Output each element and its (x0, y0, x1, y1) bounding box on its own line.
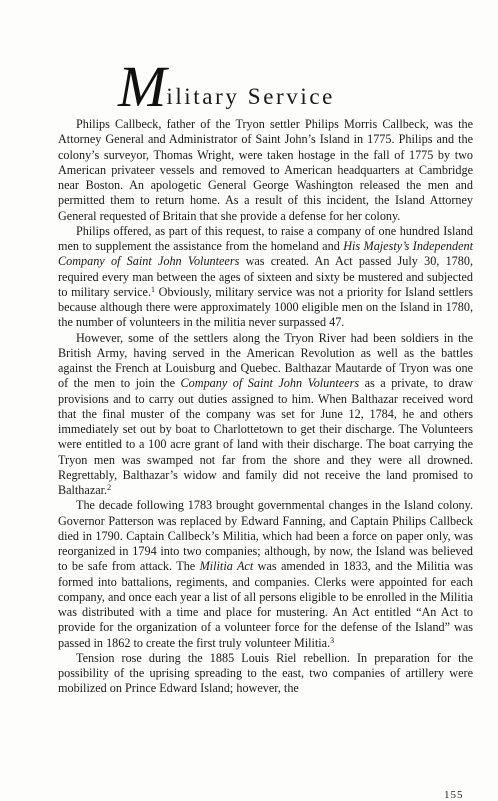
text-run: Philips offered, as part of this request, to raise a company of one hundred Island men to supplement the assistance from the homeland and (58, 223, 473, 253)
chapter-title (118, 54, 335, 119)
text-run: Obviously, military service was not a priority for Island settlers because although there were approximately 1000 eligible men on the Island in 1780, the number of volunteers in the militia never surpassed 47. (58, 284, 473, 330)
title-text: ilitary Service (166, 84, 335, 109)
footnote-marker: 1 (151, 284, 155, 294)
paragraph-5 (58, 651, 473, 697)
text-run: Tension rose during the 1885 Louis Riel rebellion. In preparation for the possibility of the uprising spreading to the east, two companies of artillery were mobilized on Prince Edward Island; however, the (58, 650, 473, 696)
text-run: as a private, to draw provisions and to carry out duties assigned to him. When Balthazar received word that the final muster of the company was set for June 12, 1784, he and others immediately set out by boat to Charlottetown to get their discharge. The Volunteers were entitled to a 100 acre grant of land with their discharge. The boat carrying the Tryon men was swamped not far from the shore and they were all drowned. Regrettably, Balthazar’s widow and family did not receive the land promised to Balthazar. (58, 376, 474, 497)
text-run: was amended in 1833, and the Militia was formed into battalions, regiments, and companies. Clerks were appointed for each company, and once each year a list of all persons eligible to be enrolled in the Militia was distributed with a time and place for mustering. An Act entitled “An Act to provide for the organization of a volunteer force for the defense of the Island” was passed in 1862 to create the first truly volunteer Militia. (58, 559, 473, 650)
body-text (58, 117, 473, 697)
page-number: 155 (444, 789, 464, 801)
paragraph-4 (58, 498, 473, 651)
text-run: However, some of the settlers along the Tryon River had been soldiers in the British Army, having served in the American Revolution as well as the battles against the French at Louisburg and Quebec. Balthazar Mautarde of Tryon was one of the men to join the (58, 330, 473, 391)
footnote-marker: 2 (107, 483, 112, 492)
text-run: The decade following 1783 brought governmental changes in the Island colony. Governor Patterson was replaced by Edward Fanning, and Captain Philips Callbeck died in 1790. Captain Callbeck’s Militia, which had been a force on paper only, was reorganized in 1794 into two companies; although, by now, the Island was believed to be safe from attack. The (58, 498, 473, 574)
italic-text: Company of Saint John Volunteers (180, 376, 360, 391)
paragraph-3 (58, 331, 473, 499)
paragraph-1 (58, 117, 473, 224)
italic-text: Militia Act (199, 559, 254, 574)
title-initial: M (118, 54, 167, 119)
text-run: was created. An Act passed July 30, 1780, required every man between the ages of sixteen and sixty be mustered and subjected to military service. (58, 254, 473, 299)
text-run: Philips Callbeck, father of the Tryon settler Philips Morris Callbeck, was the Attorney General and Administrator of Saint John’s Island in 1775. Philips and the colony’s surveyor, Thomas Wright, were taken hostage in the fall of 1775 by two American privateer vessels and removed to American headquarters at Cambridge near Boston. An apologetic General George Washington released the men and permitted them to return home. As a result of this incident, the Island Attorney General requested of Britain that she provide a defense for her colony. (58, 117, 473, 223)
paragraph-2 (58, 224, 473, 331)
footnote-marker: 3 (330, 635, 335, 645)
italic-text: His Majesty’s Independent Company of Saint John Volunteers (58, 239, 473, 269)
